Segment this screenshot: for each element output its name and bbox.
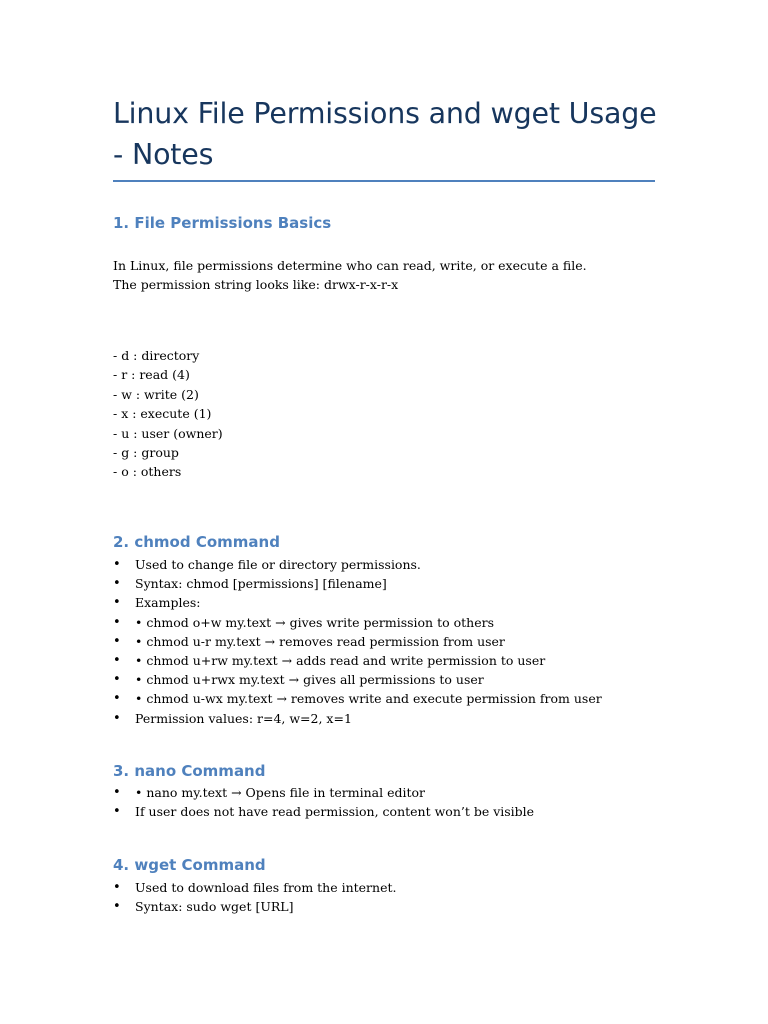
list-item — [113, 878, 396, 897]
bullet-icon: • — [113, 899, 121, 915]
bullet-icon: • — [113, 785, 121, 800]
bullet-icon: • — [113, 614, 121, 630]
list-item-text: Examples: — [135, 595, 201, 611]
list-item-text: • chmod u-r my.text → removes read permission from user — [135, 633, 505, 649]
list-item — [113, 670, 602, 689]
bullet-icon: • — [113, 710, 121, 726]
list-item — [113, 802, 534, 821]
section-heading-permissions-basics: 1. File Permissions Basics — [113, 214, 332, 232]
list-item — [113, 709, 602, 728]
section-heading-chmod: 2. chmod Command — [113, 533, 280, 551]
text-line: The permission string looks like: drwx-r-x-r-x — [113, 277, 399, 293]
list-item — [113, 651, 602, 670]
bullet-icon: • — [113, 633, 121, 649]
bullet-icon: • — [113, 653, 121, 669]
legend-line: - x : execute (1) — [113, 406, 212, 422]
legend-line: - g : group — [113, 445, 179, 461]
legend-line: - u : user (owner) — [113, 425, 223, 441]
chmod-bullet-list — [113, 555, 602, 728]
bullet-icon: • — [113, 880, 121, 895]
bullet-icon: • — [113, 804, 121, 820]
list-item — [113, 555, 602, 574]
bullet-icon: • — [113, 691, 121, 707]
bullet-icon: • — [113, 595, 121, 611]
nano-bullet-list — [113, 783, 534, 821]
section-heading-nano: 3. nano Command — [113, 762, 266, 780]
list-item-text: • chmod u+rw my.text → adds read and write permission to user — [135, 653, 546, 669]
text-line: In Linux, file permissions determine who can read, write, or execute a file. — [113, 258, 587, 273]
bullet-icon: • — [113, 576, 121, 592]
list-item-text: Used to change file or directory permissions. — [135, 557, 421, 572]
permissions-legend — [113, 346, 223, 482]
list-item-text: Syntax: chmod [permissions] [filename] — [135, 576, 387, 592]
legend-line: - o : others — [113, 464, 182, 480]
list-item-text: Permission values: r=4, w=2, x=1 — [135, 710, 352, 726]
permissions-intro-paragraph — [113, 256, 587, 295]
list-item — [113, 897, 396, 916]
list-item-text: If user does not have read permission, content won’t be visible — [135, 804, 535, 820]
document-title: Linux File Permissions and wget Usage - Notes — [113, 97, 657, 171]
bullet-icon: • — [113, 672, 121, 688]
bullet-icon: • — [113, 557, 121, 572]
list-item-text: • chmod u-wx my.text → removes write and execute permission from user — [135, 691, 602, 707]
list-item — [113, 689, 602, 708]
list-item — [113, 574, 602, 593]
list-item — [113, 593, 602, 612]
list-item-text: Used to download files from the internet. — [135, 880, 397, 895]
list-item — [113, 632, 602, 651]
legend-line: - r : read (4) — [113, 367, 190, 383]
section-heading-wget: 4. wget Command — [113, 856, 266, 874]
list-item-text: • nano my.text → Opens file in terminal editor — [135, 785, 425, 800]
list-item — [113, 783, 534, 802]
list-item-text: • chmod u+rwx my.text → gives all permissions to user — [135, 672, 484, 688]
wget-bullet-list — [113, 878, 396, 916]
legend-line: - d : directory — [113, 348, 200, 363]
list-item-text: Syntax: sudo wget [URL] — [135, 899, 294, 915]
title-underline — [113, 180, 655, 182]
list-item — [113, 613, 602, 632]
legend-line: - w : write (2) — [113, 386, 199, 402]
list-item-text: • chmod o+w my.text → gives write permission to others — [135, 614, 494, 630]
